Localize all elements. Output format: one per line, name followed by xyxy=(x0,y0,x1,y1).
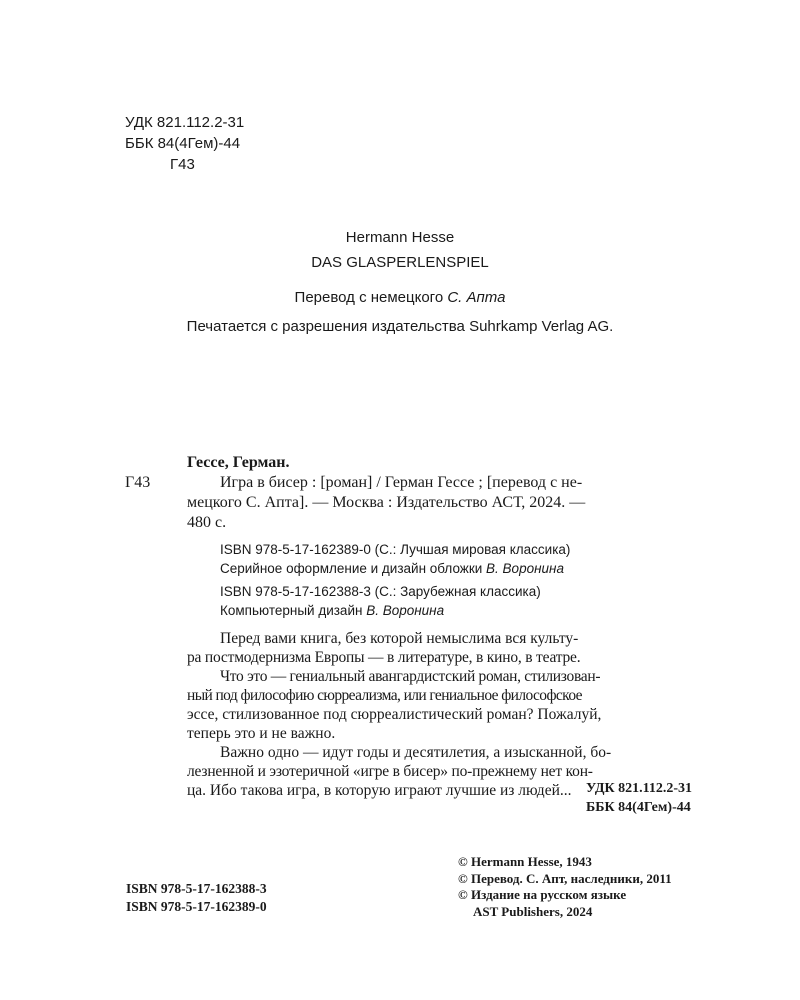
copyright-translation: © Перевод. С. Апт, наследники, 2011 xyxy=(458,870,672,886)
copyright-author: © Hermann Hesse, 1943 xyxy=(458,854,592,869)
annotation-p2-line2: ный под философию сюрреализма, или гениальное философское xyxy=(187,687,582,704)
design-credit-2-label: Компьютерный дизайн xyxy=(220,603,363,618)
isbn-series-1: ISBN 978-5-17-162389-0 (С.: Лучшая мировая классика) xyxy=(220,542,571,557)
original-author: Hermann Hesse xyxy=(345,229,455,246)
footer-isbn-block xyxy=(126,880,267,916)
annotation-p2-line3: эссе, стилизованное под сюрреалистический роман? Пожалуй, xyxy=(187,706,602,723)
translator-name: С. Апта xyxy=(447,289,506,306)
isbn-series-2: ISBN 978-5-17-162388-3 (С.: Зарубежная классика) xyxy=(220,584,541,599)
udk-code: УДК 821.112.2-31 xyxy=(125,114,245,131)
author-mark: Г43 xyxy=(170,156,195,173)
bottom-classification xyxy=(586,779,692,817)
design-credit-2-name: В. Воронина xyxy=(366,603,445,618)
annotation-p1-line1: Перед вами книга, без которой немыслима вся культу- xyxy=(220,630,579,647)
annotation-p3-line1: Важно одно — идут годы и десятилетия, а изысканной, бо- xyxy=(220,744,612,761)
annotation-p3-line3: ца. Ибо такова игра, в которую играют лучшие из людей... xyxy=(187,782,572,799)
translation-label: Перевод с немецкого xyxy=(294,289,444,306)
footer-isbn-a: ISBN 978-5-17-162388-3 xyxy=(126,881,267,896)
annotation-p1-line2: ра постмодернизма Европы — в литературе, в кино, в театре. xyxy=(187,649,581,666)
record-line-2: мецкого С. Апта]. — Москва : Издательство АСТ, 2024. — xyxy=(187,494,586,511)
bbk-code: ББК 84(4Гем)-44 xyxy=(125,135,241,152)
copyright-publisher: AST Publishers, 2024 xyxy=(473,903,593,919)
classification-block xyxy=(125,112,244,175)
bottom-udk: УДК 821.112.2-31 xyxy=(586,781,693,796)
author-heading: Гессе, Герман. xyxy=(187,454,290,471)
design-credit-1-name: В. Воронина xyxy=(486,561,564,576)
original-title: DAS GLASPERLENSPIEL xyxy=(311,254,489,271)
record-line-1: Игра в бисер : [роман] / Герман Гессе ; [перевод с не- xyxy=(220,474,583,491)
bottom-bbk: ББК 84(4Гем)-44 xyxy=(586,800,691,815)
permission-note: Печатается с разрешения издательства Suhrkamp Verlag AG. xyxy=(186,318,614,335)
copyright-edition: © Издание на русском языке xyxy=(458,887,627,902)
annotation-p2-line1: Что это — гениальный авангардистский роман, стилизован- xyxy=(220,668,601,685)
design-credit-2 xyxy=(220,601,444,620)
record-author-mark: Г43 xyxy=(125,474,151,491)
annotation-p2-line4: теперь это и не важно. xyxy=(187,725,336,742)
record-line-3: 480 с. xyxy=(187,514,227,531)
footer-isbn-b: ISBN 978-5-17-162389-0 xyxy=(126,899,267,914)
copyright-block xyxy=(458,854,672,920)
translation-credit xyxy=(0,289,800,306)
design-credit-1 xyxy=(220,559,564,578)
annotation-p3-line2: лезненной и эзотеричной «игре в бисер» по-прежнему нет кон- xyxy=(187,763,593,780)
design-credit-1-label: Серийное оформление и дизайн обложки xyxy=(220,561,483,576)
